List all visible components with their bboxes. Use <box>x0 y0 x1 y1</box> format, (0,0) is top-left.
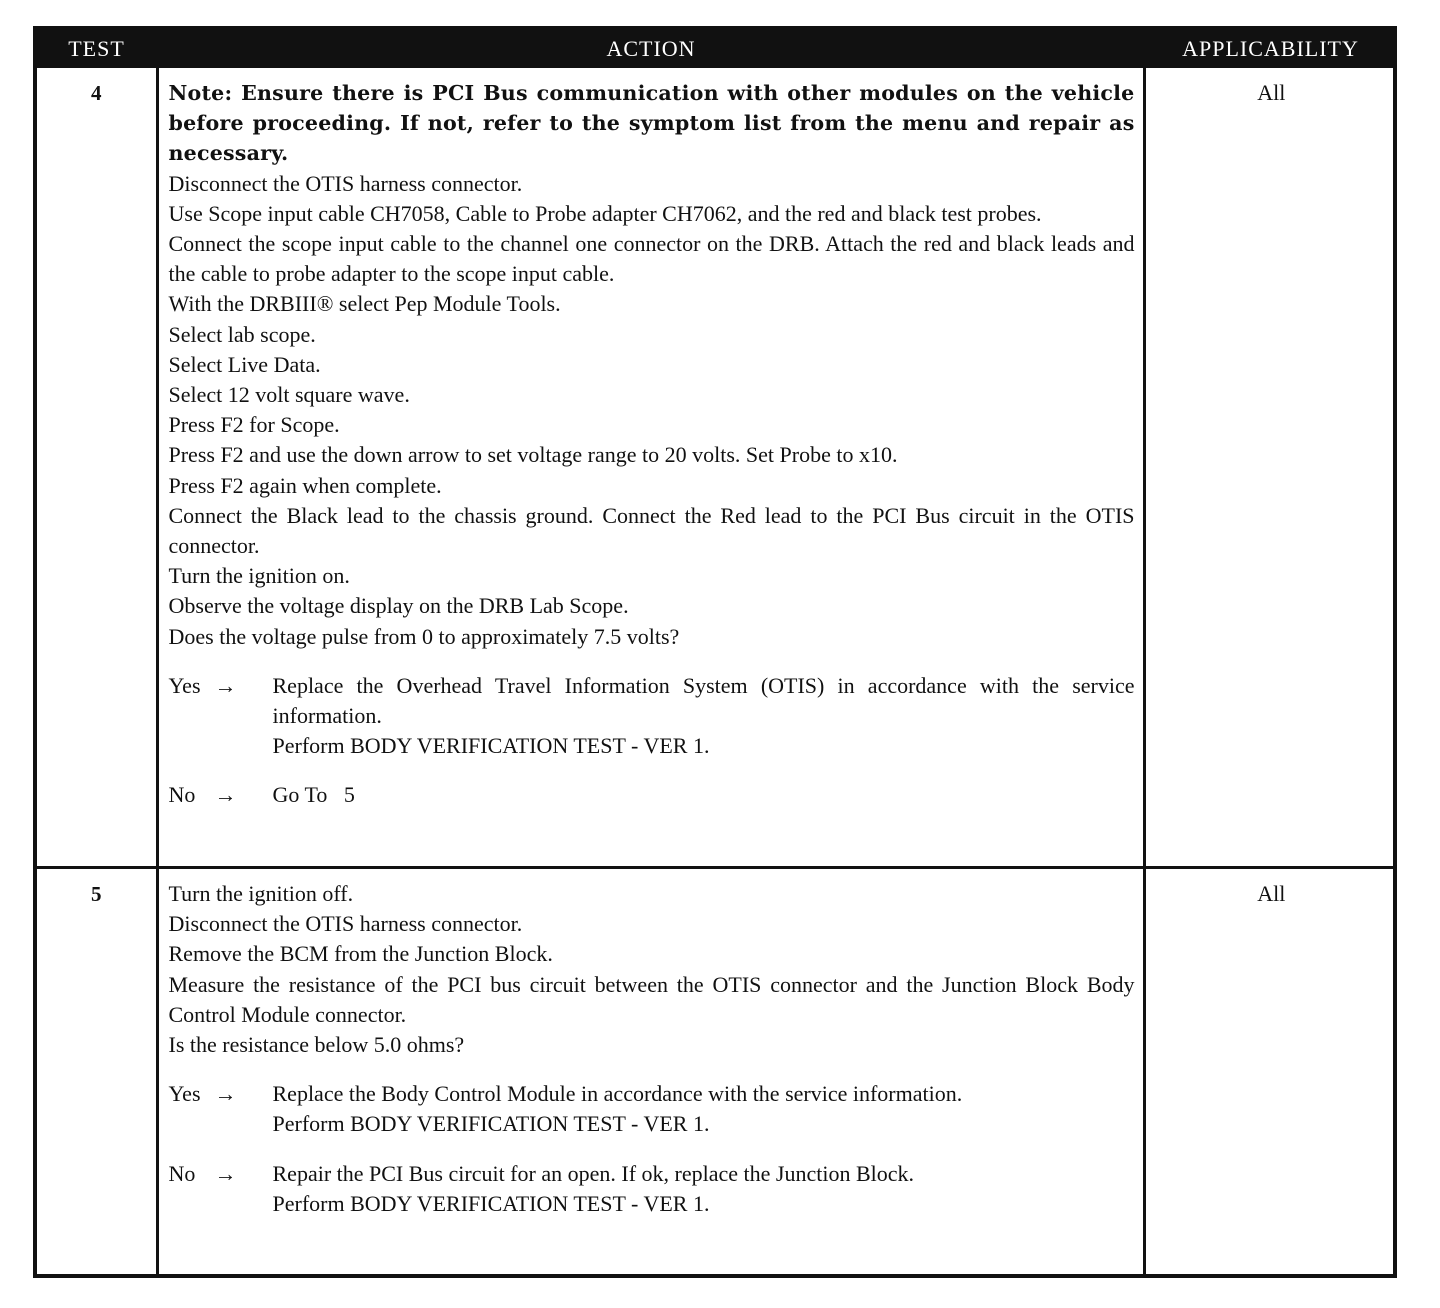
yes-branch <box>169 671 1135 762</box>
step: Turn the ignition on. <box>168 563 350 589</box>
yes-label: Yes <box>168 672 201 698</box>
applicability-value: All <box>1257 881 1286 906</box>
step: Press F2 and use the down arrow to set voltage range to 20 volts. Set Probe to x10. <box>168 442 898 468</box>
diagnostic-table-sheet <box>33 26 1397 1278</box>
header-applicability: APPLICABILITY <box>1144 30 1397 68</box>
action-cell <box>157 868 1144 1275</box>
yes-branch <box>169 1079 1135 1139</box>
test-number: 4 <box>37 68 157 868</box>
question: Does the voltage pulse from 0 to approximately 7.5 volts? <box>168 623 680 649</box>
right-arrow-icon: → <box>214 672 237 698</box>
step: Observe the voltage display on the DRB Lab Scope. <box>168 593 629 619</box>
right-arrow-icon: → <box>214 1160 237 1186</box>
table-row-test-5 <box>37 868 1397 1275</box>
step: Turn the ignition off. <box>168 881 354 906</box>
step: Disconnect the OTIS harness connector. <box>168 170 523 196</box>
no-label: No <box>168 782 196 808</box>
note-text: Note: Ensure there is PCI Bus communication with other modules on the vehicle before proceeding. If not, refer to the symptom list from the menu and repair as necessary. <box>168 81 1135 166</box>
right-arrow-icon: → <box>214 1081 237 1107</box>
step: Remove the BCM from the Junction Block. <box>168 941 553 967</box>
step: Use Scope input cable CH7058, Cable to Probe adapter CH7062, and the red and black test probes. <box>168 200 1042 226</box>
no-branch <box>169 780 1135 810</box>
no-result <box>273 1159 1135 1219</box>
step: Measure the resistance of the PCI bus circuit between the OTIS connector and the Junction Block Body Control Module connector. <box>168 971 1135 1027</box>
result-line: Replace the Body Control Module in accordance with the service information. <box>272 1081 963 1107</box>
step: Connect the Black lead to the chassis ground. Connect the Red lead to the PCI Bus circuit in the OTIS connector. <box>168 502 1135 559</box>
step: Select lab scope. <box>168 321 316 347</box>
applicability-value: All <box>1144 68 1397 868</box>
header-test: TEST <box>37 30 157 68</box>
right-arrow-icon: → <box>214 782 237 808</box>
step: Select Live Data. <box>168 351 321 377</box>
no-label: No <box>168 1160 196 1186</box>
yes-label: Yes <box>168 1081 201 1107</box>
diagnostic-table <box>37 30 1397 1274</box>
test-number: 5 <box>37 868 157 1275</box>
action-cell <box>157 68 1144 868</box>
yes-result <box>273 1079 1135 1139</box>
step: Connect the scope input cable to the channel one connector on the DRB. Attach the red and black leads and the cable to probe adapter to the scope input cable. <box>168 231 1135 287</box>
yes-result <box>273 671 1135 762</box>
no-result <box>273 780 1135 810</box>
step: Press F2 for Scope. <box>168 412 340 438</box>
result-line: Repair the PCI Bus circuit for an open. If ok, replace the Junction Block. <box>272 1160 914 1186</box>
result-line: Perform BODY VERIFICATION TEST - VER 1. <box>272 1190 710 1216</box>
result-line: Replace the Overhead Travel Information System (OTIS) in accordance with the service information. <box>272 672 1135 729</box>
step: With the DRBIII® select Pep Module Tools. <box>168 291 561 317</box>
table-header <box>37 30 1397 68</box>
step: Press F2 again when complete. <box>168 472 442 498</box>
result-line: Perform BODY VERIFICATION TEST - VER 1. <box>272 1111 710 1137</box>
question: Is the resistance below 5.0 ohms? <box>168 1032 465 1058</box>
result-line: Go To 5 <box>272 782 355 808</box>
no-branch <box>169 1159 1135 1219</box>
result-line: Perform BODY VERIFICATION TEST - VER 1. <box>272 733 710 759</box>
header-action: ACTION <box>157 30 1144 68</box>
table-row-test-4 <box>37 68 1397 868</box>
step: Disconnect the OTIS harness connector. <box>168 911 523 937</box>
step: Select 12 volt square wave. <box>168 382 410 408</box>
